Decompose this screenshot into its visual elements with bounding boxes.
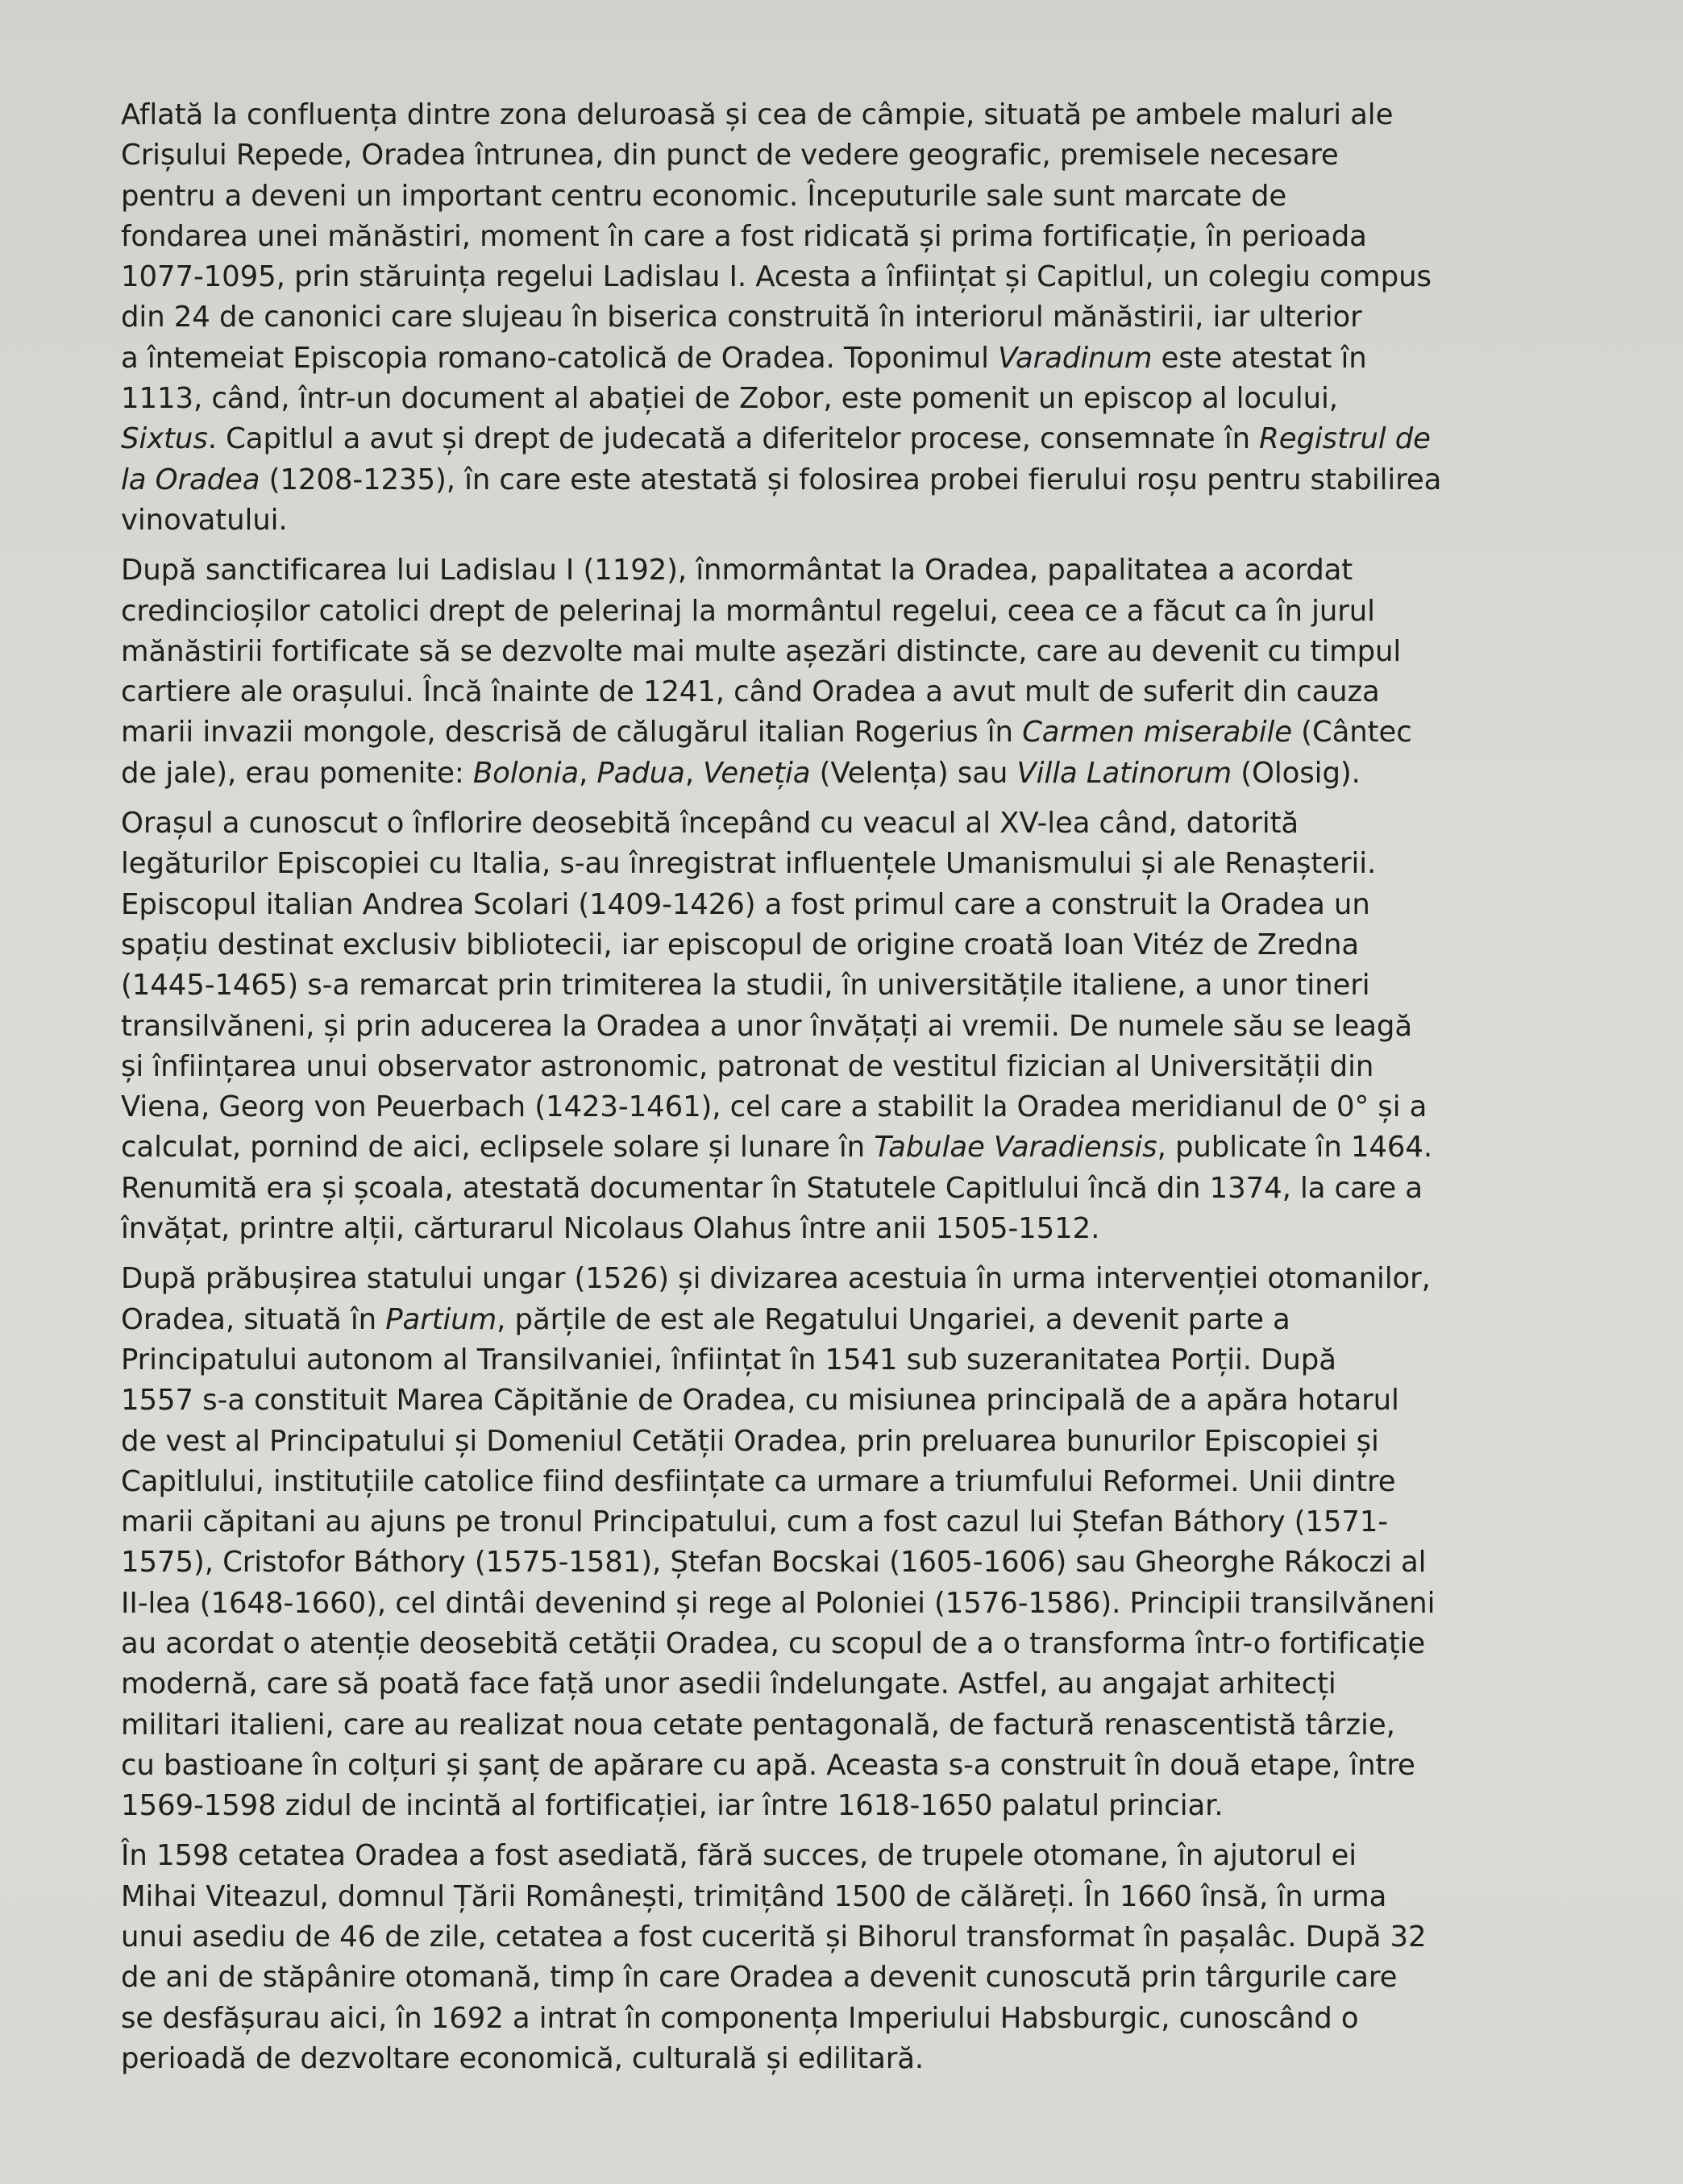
text-run: perioadă de dezvoltare economică, culturală și edilitară. — [121, 2041, 925, 2075]
text-run: II-lea (1648-1660), cel dintâi devenind și rege al Poloniei (1576-1586). Principii transilvăneni — [121, 1586, 1436, 1620]
text-run: (Olosig). — [1232, 756, 1361, 790]
italic-term: Villa Latinorum — [1016, 756, 1232, 790]
text-line — [121, 965, 1636, 1006]
text-line — [121, 1047, 1636, 1087]
italic-term: Tabulae Varadiensis — [874, 1131, 1157, 1165]
text-run: vinovatului. — [121, 503, 288, 537]
paragraph-2 — [121, 550, 1636, 794]
text-line — [121, 885, 1636, 925]
text-run: Principatului autonom al Transilvaniei, înființat în 1541 sub suzeranitatea Porții. După — [121, 1343, 1336, 1376]
text-line — [121, 135, 1636, 176]
text-run: 1077-1095, prin stăruința regelui Ladislau I. Acesta a înființat și Capitlul, un colegiu compus — [121, 260, 1432, 294]
text-run: 1569-1598 zidul de incintă al fortificației, iar între 1618-1650 palatul princiar. — [121, 1789, 1224, 1823]
text-run: (Velența) sau — [810, 756, 1017, 790]
text-line — [121, 1300, 1636, 1340]
text-run: de jale), erau pomenite: — [121, 756, 473, 790]
text-run: Crișului Repede, Oradea întrunea, din punct de vedere geografic, premisele necesare — [121, 139, 1339, 172]
body-text — [121, 95, 1636, 2079]
text-line — [121, 1007, 1636, 1047]
text-run: transilvăneni, și prin aducerea la Oradea a unor învățați ai vremii. De numele său se leagă — [121, 1009, 1413, 1043]
text-run: După sanctificarea lui Ladislau I (1192), înmormântat la Oradea, papalitatea a acordat — [121, 554, 1353, 588]
text-run: de vest al Principatului și Domeniul Cetății Oradea, prin preluarea bunurilor Episcopiei și — [121, 1424, 1379, 1458]
text-line — [121, 1381, 1636, 1421]
paragraph-3 — [121, 803, 1636, 1249]
text-run: marii invazii mongole, descrisă de călugărul italian Rogerius în — [121, 716, 1023, 749]
text-run: spațiu destinat exclusiv bibliotecii, iar episcopul de origine croată Ioan Vitéz de Zredna — [121, 928, 1360, 961]
text-run: credincioșilor catolici drept de pelerinaj la mormântul regelui, ceea ce a făcut ca în jurul — [121, 594, 1375, 628]
text-run: de ani de stăpânire otomană, timp în care Oradea a devenit cunoscută prin târgurile care — [121, 1961, 1398, 1995]
text-line — [121, 1127, 1636, 1168]
text-line — [121, 460, 1636, 500]
text-run: fondarea unei mănăstiri, moment în care a fost ridicată și prima fortificație, în perioada — [121, 219, 1367, 253]
text-line — [121, 712, 1636, 753]
text-run: au acordat o atenție deosebită cetății Oradea, cu scopul de a o transforma într-o fortificație — [121, 1626, 1426, 1660]
text-line — [121, 1624, 1636, 1664]
text-line — [121, 1746, 1636, 1786]
text-run: din 24 de canonici care slujeau în biserica construită în interiorul mănăstirii, iar ulterior — [121, 301, 1362, 334]
text-line — [121, 925, 1636, 965]
text-line — [121, 338, 1636, 379]
text-line — [121, 1584, 1636, 1624]
text-run: cartiere ale orașului. Încă înainte de 1241, când Oradea a avut mult de suferit din cauza — [121, 675, 1380, 709]
text-line — [121, 1836, 1636, 1876]
italic-term: Padua — [596, 756, 685, 790]
text-run: și înființarea unui observator astronomic, patronat de vestitul fizician al Universității din — [121, 1049, 1374, 1083]
text-line — [121, 1664, 1636, 1704]
text-run: , părțile de est ale Regatului Ungariei, a devenit parte a — [497, 1302, 1290, 1336]
italic-term: Carmen miserabile — [1022, 716, 1292, 749]
text-run: , — [684, 756, 704, 790]
text-line — [121, 379, 1636, 419]
text-run: cu bastioane în colțuri și șanț de apărare cu apă. Aceasta s-a construit în două etape, între — [121, 1748, 1415, 1782]
italic-term: Veneția — [703, 756, 811, 790]
text-line — [121, 297, 1636, 338]
text-line — [121, 1999, 1636, 2039]
text-run: se desfășurau aici, în 1692 a intrat în componența Imperiului Habsburgic, cunoscând o — [121, 2001, 1359, 2035]
text-run: În 1598 cetatea Oradea a fost asediată, fără succes, de trupele otomane, în ajutorul ei — [121, 1839, 1357, 1873]
paragraph-1 — [121, 95, 1636, 541]
text-run: (1445-1465) s-a remarcat prin trimiterea la studii, în universitățile italiene, a unor tineri — [121, 969, 1370, 1003]
text-run: 1575), Cristofor Báthory (1575-1581), Ștefan Bocskai (1605-1606) sau Gheorghe Rákoczi al — [121, 1546, 1427, 1580]
text-run: Mihai Viteazul, domnul Țării Românești, trimițând 1500 de călăreți. În 1660 însă, în urma — [121, 1879, 1387, 1913]
text-line — [121, 1502, 1636, 1543]
italic-term: Varadinum — [998, 341, 1153, 375]
text-line — [121, 2039, 1636, 2079]
text-line — [121, 1705, 1636, 1746]
text-line — [121, 1209, 1636, 1249]
text-line — [121, 1087, 1636, 1127]
text-run: Capitlului, instituțiile catolice fiind desființate ca urmare a triumfului Reformei. Unii dintre — [121, 1464, 1396, 1498]
text-line — [121, 1462, 1636, 1502]
text-run: (1208-1235), în care este atestată și folosirea probei fierului roșu pentru stabilirea — [260, 463, 1442, 496]
text-line — [121, 1169, 1636, 1209]
text-line — [121, 672, 1636, 712]
text-run: modernă, care să poată face față unor asedii îndelungate. Astfel, au angajat arhitecți — [121, 1667, 1336, 1701]
text-run: este atestat în — [1152, 341, 1367, 375]
text-run: , — [579, 756, 597, 790]
text-run: Episcopul italian Andrea Scolari (1409-1426) a fost primul care a construit la Oradea un — [121, 887, 1370, 921]
italic-term: Sixtus — [121, 422, 208, 456]
text-run: a întemeiat Episcopia romano-catolică de Oradea. Toponimul — [121, 341, 999, 375]
text-run: pentru a deveni un important centru economic. Începuturile sale sunt marcate de — [121, 179, 1287, 213]
text-line — [121, 592, 1636, 632]
paragraph-4 — [121, 1259, 1636, 1826]
text-run: marii căpitani au ajuns pe tronul Principatului, cum a fost cazul lui Ștefan Báthory (1571- — [121, 1505, 1389, 1539]
text-line — [121, 217, 1636, 257]
italic-term: Partium — [385, 1302, 497, 1336]
text-run: 1113, când, într-un document al abației de Zobor, este pomenit un episcop al locului, — [121, 382, 1338, 416]
text-run: calculat, pornind de aici, eclipsele solare și lunare în — [121, 1131, 875, 1165]
text-line — [121, 754, 1636, 794]
text-line — [121, 176, 1636, 217]
text-line — [121, 1259, 1636, 1299]
text-run: învățat, printre alții, cărturarul Nicolaus Olahus între anii 1505-1512. — [121, 1212, 1100, 1246]
text-run: Aflată la confluența dintre zona deluroasă și cea de câmpie, situată pe ambele maluri ale — [121, 98, 1394, 131]
text-line — [121, 632, 1636, 672]
text-run: militari italieni, care au realizat noua cetate pentagonală, de factură renascentistă târzie, — [121, 1708, 1395, 1742]
text-line — [121, 1917, 1636, 1958]
italic-term: Registrul de — [1259, 422, 1431, 456]
text-run: Oradea, situată în — [121, 1302, 386, 1336]
text-run: După prăbușirea statului ungar (1526) și divizarea acestuia în urma intervenției otomanilor, — [121, 1262, 1431, 1296]
text-run: (Cântec — [1291, 716, 1412, 749]
text-line — [121, 1543, 1636, 1583]
text-run: mănăstirii fortificate să se dezvolte mai multe așezări distincte, care au devenit cu timpul — [121, 634, 1402, 668]
text-line — [121, 1786, 1636, 1826]
text-line — [121, 803, 1636, 844]
italic-term: la Oradea — [121, 463, 260, 496]
text-run: . Capitlul a avut și drept de judecată a diferitelor procese, consemnate în — [207, 422, 1260, 456]
text-line — [121, 1958, 1636, 1998]
text-line — [121, 95, 1636, 135]
text-line — [121, 844, 1636, 884]
paragraph-5 — [121, 1836, 1636, 2079]
text-run: legăturilor Episcopiei cu Italia, s-au înregistrat influențele Umanismului și ale Renașterii. — [121, 847, 1377, 881]
text-run: Viena, Georg von Peuerbach (1423-1461), cel care a stabilit la Oradea meridianul de 0° și a — [121, 1090, 1427, 1124]
text-line — [121, 419, 1636, 459]
text-line — [121, 500, 1636, 541]
text-run: Orașul a cunoscut o înflorire deosebită începând cu veacul al XV-lea când, datorită — [121, 807, 1299, 841]
text-line — [121, 550, 1636, 591]
text-run: Renumită era și școala, atestată documentar în Statutele Capitlului încă din 1374, la care a — [121, 1171, 1423, 1205]
text-line — [121, 257, 1636, 297]
text-line — [121, 1422, 1636, 1462]
text-run: unui asediu de 46 de zile, cetatea a fost cucerită și Bihorul transformat în pașalâc. După 32 — [121, 1920, 1427, 1954]
text-line — [121, 1877, 1636, 1917]
text-run: 1557 s-a constituit Marea Căpitănie de Oradea, cu misiunea principală de a apăra hotarul — [121, 1384, 1399, 1418]
italic-term: Bolonia — [472, 756, 579, 790]
text-line — [121, 1340, 1636, 1381]
text-run: , publicate în 1464. — [1157, 1131, 1433, 1165]
